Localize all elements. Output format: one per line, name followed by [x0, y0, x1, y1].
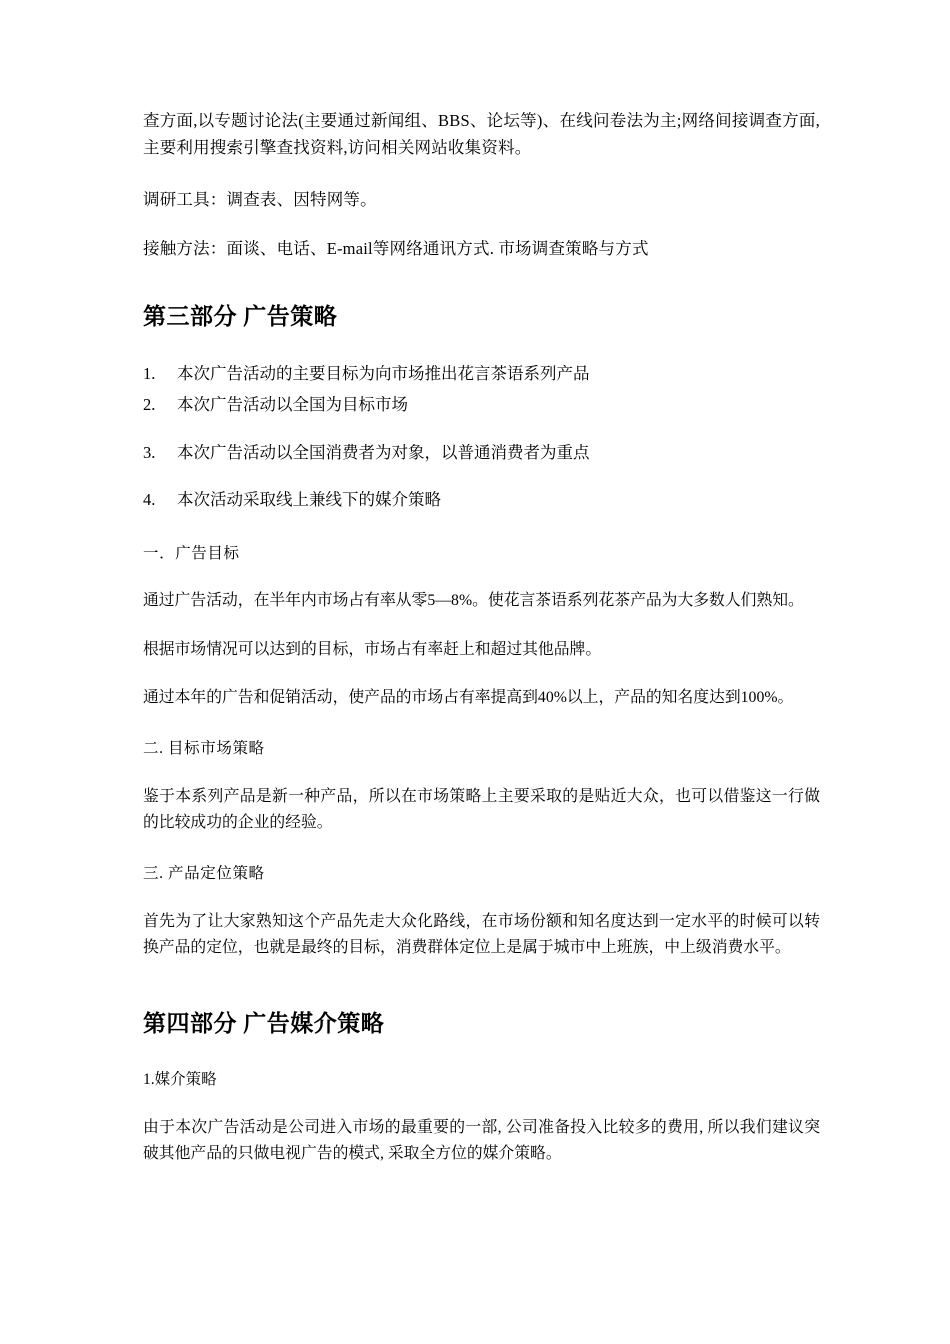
sub-heading-media-strategy: 1.媒介策略: [143, 1070, 217, 1088]
list-item: [143, 487, 820, 513]
sub-heading-ad-goal: 一．广告目标: [143, 544, 240, 562]
list-item-label: 本次广告活动的主要目标为向市场推出花言茶语系列产品: [177, 364, 590, 384]
product-positioning-paragraph-1: 首先为了让大家熟知这个产品先走大众化路线，在市场份额和知名度达到一定水平的时候可以转换产品的定位，也就是最终的目标，消费群体定位上是属于城市中上班族，中上级消费水平。: [143, 913, 820, 957]
section-four-heading: 第四部分 广告媒介策略: [143, 1010, 385, 1036]
list-item: [143, 392, 820, 418]
media-strategy-paragraph-1: 由于本次广告活动是公司进入市场的最重要的一部, 公司准备投入比较多的费用, 所以我们建议突破其他产品的只做电视广告的模式, 采取全方位的媒介策略。: [143, 1118, 820, 1162]
intro-paragraph-1: 查方面,以专题讨论法(主要通过新闻组、BBS、论坛等)、在线问卷法为主;网络间接调查方面,主要利用搜索引擎查找资料,访问相关网站收集资料。: [143, 111, 820, 157]
section-three-list: [143, 361, 820, 514]
target-market-paragraph-1: 鉴于本系列产品是新一种产品，所以在市场策略上主要采取的是贴近大众，也可以借鉴这一行做的比较成功的企业的经验。: [143, 787, 820, 832]
list-item-label: 本次活动采取线上兼线下的媒介策略: [177, 490, 441, 510]
list-item-label: 本次广告活动以全国为目标市场: [177, 395, 408, 415]
ad-goal-paragraph-2: 根据市场情况可以达到的目标，市场占有率赶上和超过其他品牌。: [143, 640, 602, 658]
list-item: [143, 361, 820, 387]
sub-heading-target-market: 二. 目标市场策略: [143, 740, 265, 758]
intro-paragraph-3: 接触方法：面谈、电话、E-mail等网络通讯方式. 市场调查策略与方式: [143, 239, 649, 259]
list-item-number: 4.: [143, 490, 156, 510]
ad-goal-paragraph-1: 通过广告活动，在半年内市场占有率从零5—8%。使花言茶语系列花茶产品为大多数人们熟知。: [143, 592, 804, 610]
section-three-heading: 第三部分 广告策略: [143, 303, 338, 329]
list-item-number: 3.: [143, 442, 156, 462]
intro-paragraph-2: 调研工具：调查表、因特网等。: [143, 190, 377, 210]
list-item: [143, 440, 820, 466]
list-item-number: 2.: [143, 395, 156, 415]
list-item-label: 本次广告活动以全国消费者为对象，以普通消费者为重点: [177, 442, 590, 462]
ad-goal-paragraph-3: 通过本年的广告和促销活动，使产品的市场占有率提高到40%以上，产品的知名度达到100%。: [143, 688, 794, 706]
list-item-number: 1.: [143, 364, 156, 384]
sub-heading-product-positioning: 三. 产品定位策略: [143, 865, 265, 883]
